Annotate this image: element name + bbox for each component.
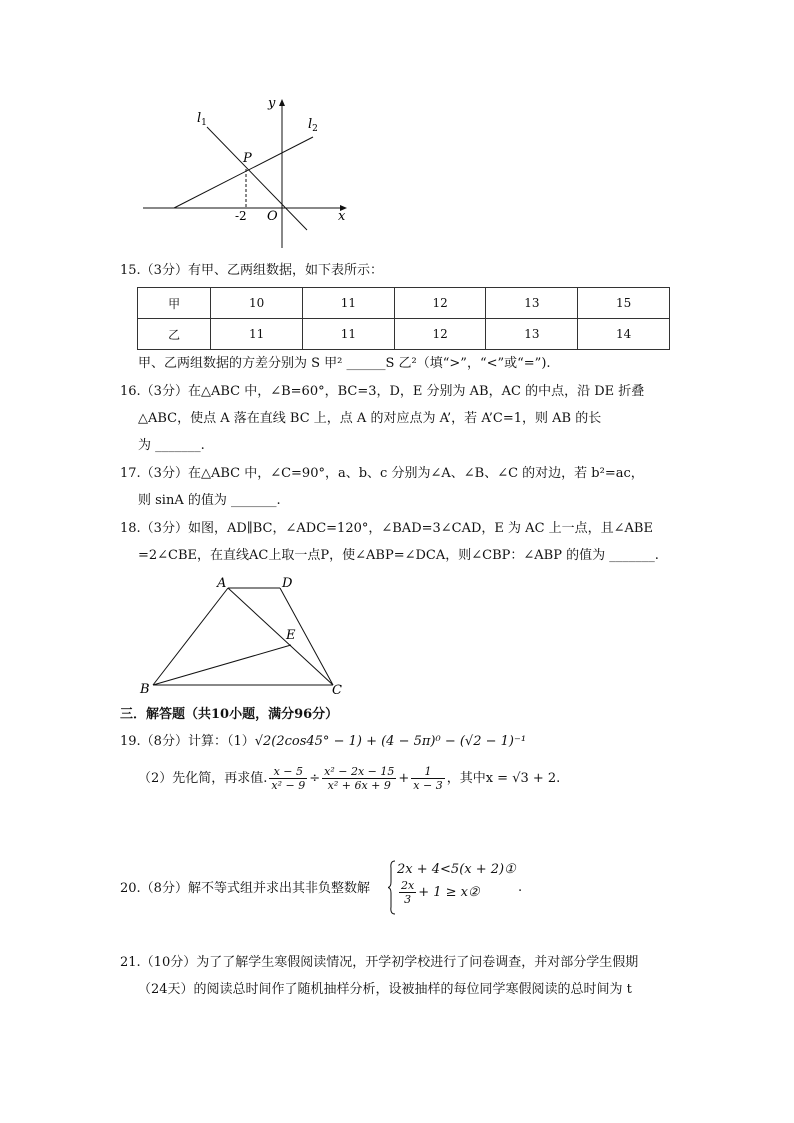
table-cell: 12	[394, 319, 486, 350]
q15-stem: 15.（3分）有甲、乙两组数据，如下表所示：	[120, 263, 383, 278]
q17-line1: 17.（3分）在△ABC 中，∠C=90°，a、b、c 分别为∠A、∠B、∠C 的对边，若 b²=ac，	[120, 466, 644, 481]
table-cell: 11	[303, 319, 395, 350]
label-p: P	[243, 151, 252, 166]
q21-line1: 21.（10分）为了了解学生寒假阅读情况，开学初学校进行了问卷调查，并对部分学生假期	[120, 955, 639, 970]
q19-line2-suffix: ，其中x = √3 + 2.	[446, 771, 561, 786]
operator: +	[398, 771, 410, 786]
trapezoid-figure	[135, 572, 355, 702]
table-cell: 13	[486, 319, 578, 350]
fraction	[399, 879, 416, 906]
table-cell: 甲	[138, 288, 211, 319]
segment-ac	[228, 588, 333, 685]
q15-table	[137, 287, 670, 350]
fraction	[411, 765, 444, 792]
q19-line2-prefix: （2）先化简，再求值.	[138, 771, 268, 786]
inequality-1: 2x + 4<5(x + 2)①	[397, 862, 516, 877]
table-cell: 14	[578, 319, 670, 350]
q16-line2: △ABC，使点 A 落在直线 BC 上，点 A 的对应点为 A’，若 A’C=1，则 AB 的长	[138, 411, 602, 426]
label-l2: $l_2$	[308, 117, 318, 134]
table-cell: 12	[394, 288, 486, 319]
table-cell: 13	[486, 288, 578, 319]
q20-suffix: .	[518, 880, 523, 895]
table-cell: 乙	[138, 319, 211, 350]
line-l2	[174, 137, 313, 208]
operator: ÷	[309, 771, 321, 786]
coordinate-graph	[140, 90, 360, 255]
fraction-den: x − 3	[413, 779, 443, 792]
segment-ab	[153, 588, 228, 685]
q15-tail: 甲、乙两组数据的方差分别为 S 甲² ______S 乙²（填“>”，“<”或“=”).	[138, 356, 551, 371]
table-cell: 11	[303, 288, 395, 319]
label-b: B	[140, 682, 150, 697]
fraction-den: x² − 9	[271, 779, 306, 792]
q21-line2: （24天）的阅读总时间作了随机抽样分析，设被抽样的每位同学寒假阅读的总时间为 t	[138, 982, 632, 997]
label-e: E	[286, 628, 296, 643]
q19-line1	[120, 733, 526, 751]
y-axis-arrow	[279, 99, 285, 106]
segment-be	[153, 645, 291, 685]
line-l1	[207, 127, 307, 230]
q19-expr: √2(2cos45° − 1) + (4 − 5π)⁰ − (√2 − 1)⁻¹	[254, 734, 527, 749]
fraction-num: x − 5	[269, 765, 307, 779]
label-o: O	[267, 209, 278, 224]
fraction-num: x² − 2x − 15	[324, 765, 395, 778]
q20-prefix: 20.（8分）解不等式组并求出其非负整数解	[120, 881, 370, 896]
inequality-2-rest: + 1 ≥ x②	[418, 885, 480, 900]
q18-line2: =2∠CBE，在直线AC上取一点P，使∠ABP=∠DCA，则∠CBP：∠ABP 的值为 _______.	[138, 548, 659, 563]
label-l1: $l_1$	[197, 111, 207, 128]
q16-line1: 16.（3分）在△ABC 中，∠B=60°，BC=3，D，E 分别为 AB，AC 的中点，沿 DE 折叠	[120, 384, 645, 399]
fraction	[269, 765, 307, 792]
inequality-2	[397, 879, 480, 906]
table-cell: 15	[578, 288, 670, 319]
fraction	[322, 765, 396, 792]
label-d: D	[282, 576, 293, 591]
fraction-num: 2x	[401, 879, 415, 892]
table-row	[138, 288, 670, 319]
table-cell: 11	[211, 319, 303, 350]
q19-line2	[138, 764, 560, 794]
table-cell: 10	[211, 288, 303, 319]
label-neg2: -2	[235, 209, 247, 223]
inequality-system	[388, 860, 528, 915]
q19-prefix: 19.（8分）计算：（1）	[120, 734, 255, 749]
fraction-den: x² + 6x + 9	[327, 779, 391, 792]
table-row	[138, 319, 670, 350]
q18-line1: 18.（3分）如图，AD∥BC，∠ADC=120°，∠BAD=3∠CAD，E 为 AC 上一点，且∠ABE	[120, 521, 653, 536]
q16-line3: 为 _______.	[138, 438, 205, 453]
label-a: A	[217, 576, 227, 591]
section-heading: 三．解答题（共10小题，满分96分）	[120, 707, 339, 722]
label-c: C	[332, 683, 342, 698]
label-x: x	[338, 209, 346, 224]
q17-line2: 则 sinA 的值为 _______.	[138, 493, 281, 508]
label-y: y	[268, 96, 276, 111]
fraction-num: 1	[411, 765, 444, 779]
brace-icon	[388, 860, 396, 915]
fraction-den: 3	[404, 893, 412, 906]
